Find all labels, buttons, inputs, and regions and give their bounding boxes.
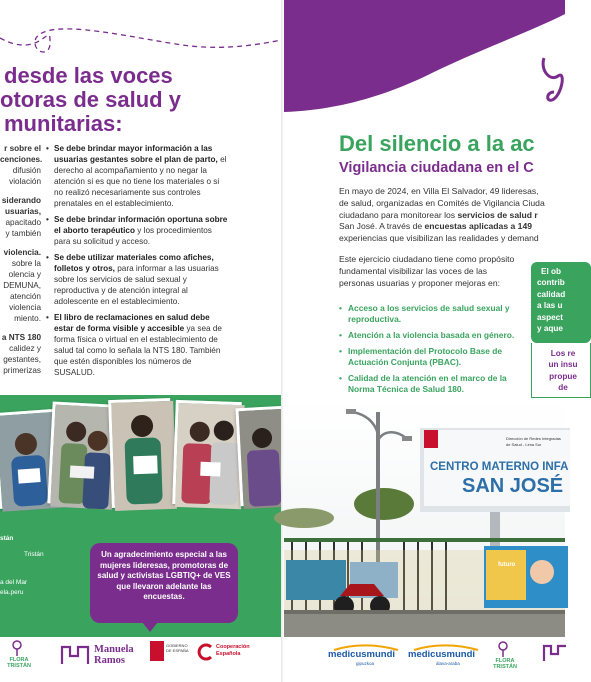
credit-line: stán [0,535,14,542]
cut-line: primerizas [3,366,41,375]
coop-logo-text: Cooperación Española [216,644,250,657]
cooperacion-espanola-logo [196,641,254,667]
title-line-1: desde las voces [4,63,173,88]
recommendations-column [46,143,229,383]
manuela-symbol-icon [60,644,90,666]
intro-paragraph [339,186,579,245]
cut-line: siderando [1,196,41,205]
right-page-subtitle: Vigilancia ciudadana en el C [339,160,534,176]
improvement-item: • Implementación del Protocolo Base de Actuación Conjunta (PBAC). [339,346,517,368]
flora-tristan-logo [4,640,34,674]
manuela-partial-logo [542,643,566,667]
recommendation-text: y los procedimientos para su solicitud y acceso. [54,226,212,246]
intro-line: ciudadano para monitorear los servicios de salud r [339,209,538,220]
poster-text: futuro [498,562,516,568]
left-page-title [0,64,282,136]
cut-line: DEMUNA, [3,281,41,290]
objective-line: y aque [537,324,563,334]
cut-line: atención [10,292,41,301]
manuela-logo-text: Manuela Ramos [94,644,134,666]
recommendation-item [46,214,229,247]
purpose-paragraph: Este ejercicio ciudadano tiene como propósito fundamental visibilizar las voces de las personas usuarias y proponer mejoras en: [339,254,515,288]
recommendation-bold: Se debe utilizar materiales como afiches, folletos y otros, [54,253,214,273]
health-center-photo [284,400,569,637]
acknowledgement-bubble: Un agradecimiento especial a las mujeres lideresas, promotoras de salud y activistas LGBTIQ+ de VES que llevaron adelante las encuestas. [90,543,238,623]
flora-logo-text: FLORA TRISTÁN [493,658,517,670]
recommendation-item [46,252,229,307]
left-logo-bar [0,637,282,682]
photo-3 [108,398,174,508]
credit-line: Tristán [24,551,44,558]
cut-line: apacitado [5,218,41,227]
improvement-item: • Acceso a los servicios de salud sexual y reproductiva. [339,303,517,325]
cooperation-c-icon [196,643,214,661]
cut-line: a NTS 180 [1,333,41,342]
objective-line: contrib [537,278,565,288]
objective-line: aspect [537,312,563,322]
cut-line: cenciones. [0,155,43,164]
medicusmundi-alava-logo [408,644,482,668]
improvement-list [339,303,517,400]
cut-line: gestantes, [3,355,41,364]
cut-line: calidez y [9,344,41,353]
results-box [531,343,591,398]
peru-emblem [424,430,438,448]
results-line: un insu [548,360,578,370]
recommendation-text: ya sea de forma física o virtual en el establecimiento de salud tal como lo señala la NTS 180. También que estén disponibles los números de SUSALUD. [54,324,222,377]
right-page [284,0,578,682]
cut-line: miento. [14,314,41,323]
title-line-2: otoras de salud y [0,87,181,112]
recommendation-item [46,143,229,209]
credits-cut [0,534,80,598]
sign-line-1: CENTRO MATERNO INFA [430,461,569,473]
recommendation-bold: El libro de reclamaciones en salud debe estar de forma visible y accesible [54,313,210,333]
cut-line: usuarias, [5,207,41,216]
cut-column-text [0,143,41,376]
intro-line: experiencias que visibilizan las realidades y demand [339,233,539,244]
manuela-ramos-logo [60,640,138,670]
objective-line: calidad [537,289,566,299]
photo-4 [172,400,242,506]
flora-flower-icon [496,641,510,657]
results-line: propue [549,371,577,381]
credit-line: ela.peru [0,589,24,596]
coat-of-arms-icon [150,641,164,661]
left-page [0,0,282,682]
gov-logo-text: GOBIERNO DE ESPAÑA [166,643,189,653]
mm1-logo-sub: gipuzkoa [356,661,375,666]
flora-tristan-logo-right [490,641,520,675]
sign-small-2: de Salud - Lima Sur [506,442,542,447]
mm1-logo-text: medicusmundi [328,649,396,660]
intro-line: de salud, organizadas en Comités de Vigilancia Ciuda [339,197,545,208]
cut-line: violencia. [3,248,41,257]
sign-small-1: Dirección de Redes Integradas [506,436,561,441]
cut-line: violencia [9,303,41,312]
improvement-item: • Calidad de la atención en el marco de la Norma Técnica de Salud 180. [339,373,517,395]
manuela-symbol-icon [542,643,566,663]
cut-line: y también [5,229,41,238]
objective-box [531,262,591,343]
recommendation-text: el derecho al acompañamiento y no negar la atención si es que no tiene los materiales o si no realizó necesariamente sus controles prenatales en el establecimiento. [54,155,227,208]
recommendation-bold: Se debe brindar información oportuna sobre el aborto terapéutico [54,215,228,235]
cut-line: r sobre el [4,144,41,153]
intro-line: San José. A través de encuestas aplicadas a 149 [339,221,533,232]
cut-line: difusión [12,166,41,175]
title-line-3: munitarias: [4,111,123,136]
objective-line: El ob [541,267,562,276]
poster-left [286,560,346,600]
photo-collage [0,397,282,522]
right-logo-bar [284,637,565,682]
flora-flower-icon [10,640,24,656]
cut-line: sobre la [11,259,41,268]
mm2-logo-sub: álava-araba [436,661,460,666]
intro-line: En mayo de 2024, en Villa El Salvador, 49 lideresas, [339,186,539,196]
recommendation-bold: Se debe brindar mayor información a las usuarias gestantes sobre el plan de parto, [54,144,218,164]
recommendation-item [46,312,229,378]
dashed-decoration [0,0,282,70]
sign-line-2: SAN JOSÉ [462,475,564,497]
objective-line: a las u [537,301,563,311]
recommendation-text: para informar a las usuarias sobre los servicios de salud sexual y reproductiva y de atención integral al adolescente en el establecimiento. [54,264,219,306]
flora-logo-text: FLORA TRISTÁN [7,657,31,669]
photo-2 [47,401,114,506]
results-line: de [558,383,568,393]
cut-line: violación [9,177,41,186]
mm2-logo-text: medicusmundi [408,649,476,660]
right-page-title: Del silencio a la ac [339,131,535,156]
results-line: Los re [550,349,576,358]
improvement-item: • Atención a la violencia basada en género. [339,330,517,341]
gobierno-espana-logo [150,641,190,667]
cut-line: olencia y [8,270,41,279]
purple-header-shape [284,0,565,100]
credit-line: a del Mar [0,579,28,586]
medicusmundi-gipuzkoa-logo [328,644,402,668]
